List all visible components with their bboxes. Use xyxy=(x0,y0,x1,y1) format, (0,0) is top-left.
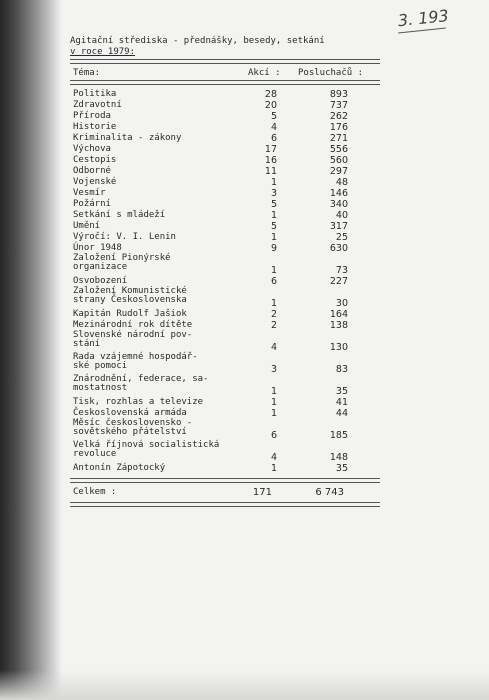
total-rule-top xyxy=(70,478,380,483)
row-akci: 1 xyxy=(270,386,277,397)
row-akci: 6 xyxy=(270,133,277,144)
row-tema: Vojenské xyxy=(73,177,117,187)
table-row xyxy=(70,309,390,320)
row-posluchacu: 317 xyxy=(329,221,348,232)
row-tema-line1: Znárodnění, federace, sa- xyxy=(73,374,209,384)
row-posluchacu: 138 xyxy=(329,320,348,331)
row-tema-line1: Založení Pionýrské xyxy=(73,253,171,263)
row-tema-line2: mostatnost xyxy=(73,383,128,393)
table-row xyxy=(70,155,390,166)
total-posluchacu: 6 743 xyxy=(315,487,344,498)
page-edge-shadow xyxy=(0,0,62,700)
row-posluchacu: 83 xyxy=(335,364,348,375)
row-tema-line1: Slovenské národní pov- xyxy=(73,330,193,340)
row-posluchacu: 271 xyxy=(329,133,348,144)
row-tema-line2: revoluce xyxy=(73,449,117,459)
table-row xyxy=(70,375,390,397)
table-row xyxy=(70,441,390,463)
table-row xyxy=(70,210,390,221)
row-tema: Požární xyxy=(73,199,111,209)
row-posluchacu: 48 xyxy=(335,177,348,188)
row-posluchacu: 130 xyxy=(329,342,348,353)
table-row xyxy=(70,122,390,133)
row-tema xyxy=(73,254,171,272)
row-tema-line2: organizace xyxy=(73,262,128,272)
table-row xyxy=(70,133,390,144)
row-akci: 3 xyxy=(270,364,277,375)
row-akci: 6 xyxy=(270,430,277,441)
row-akci: 5 xyxy=(270,199,277,210)
row-posluchacu: 630 xyxy=(329,243,348,254)
row-akci: 17 xyxy=(264,144,277,155)
row-posluchacu: 35 xyxy=(335,463,348,474)
row-tema xyxy=(73,375,208,393)
table-row xyxy=(70,199,390,210)
row-akci: 5 xyxy=(270,111,277,122)
row-tema: Zdravotní xyxy=(73,100,122,110)
row-akci: 1 xyxy=(270,298,277,309)
total-row xyxy=(70,487,390,501)
row-tema: Vesmír xyxy=(73,188,106,198)
row-akci: 11 xyxy=(264,166,277,177)
document-body xyxy=(70,36,390,511)
row-akci: 9 xyxy=(270,243,277,254)
row-posluchacu: 44 xyxy=(335,408,348,419)
row-tema-line1: Rada vzájemné hospodář- xyxy=(73,352,198,362)
row-tema: Setkání s mládeží xyxy=(73,210,166,220)
row-akci: 16 xyxy=(264,155,277,166)
row-tema: Antonín Zápotocký xyxy=(73,463,166,473)
row-tema: Výročí: V. I. Lenin xyxy=(73,232,176,242)
row-tema-line2: sovětského přátelství xyxy=(73,427,187,437)
row-tema: Kriminalita - zákony xyxy=(73,133,182,143)
row-akci: 1 xyxy=(270,408,277,419)
table-row xyxy=(70,144,390,155)
table-row xyxy=(70,287,390,309)
header-akci: Akcí : xyxy=(248,68,281,78)
row-posluchacu: 164 xyxy=(329,309,348,320)
row-akci: 1 xyxy=(270,210,277,221)
table-row xyxy=(70,177,390,188)
row-posluchacu: 146 xyxy=(329,188,348,199)
row-posluchacu: 893 xyxy=(329,89,348,100)
row-akci: 1 xyxy=(270,265,277,276)
row-akci: 20 xyxy=(264,100,277,111)
header-posluchacu: Posluchačů : xyxy=(298,68,364,78)
row-akci: 4 xyxy=(270,122,277,133)
row-tema: Kapitán Rudolf Jašiok xyxy=(73,309,187,319)
row-tema: Tisk, rozhlas a televize xyxy=(73,397,204,407)
table-row xyxy=(70,221,390,232)
table-row xyxy=(70,397,390,408)
row-posluchacu: 262 xyxy=(329,111,348,122)
table-row xyxy=(70,463,390,474)
row-tema: Historie xyxy=(73,122,117,132)
table-row xyxy=(70,331,390,353)
row-posluchacu: 176 xyxy=(329,122,348,133)
row-akci: 1 xyxy=(270,232,277,243)
row-tema xyxy=(73,441,219,459)
table-row xyxy=(70,166,390,177)
row-akci: 28 xyxy=(264,89,277,100)
row-tema-line2: ské pomoci xyxy=(73,361,128,371)
table-row xyxy=(70,89,390,100)
row-posluchacu: 25 xyxy=(335,232,348,243)
row-akci: 6 xyxy=(270,276,277,287)
row-tema: Příroda xyxy=(73,111,111,121)
row-posluchacu: 35 xyxy=(335,386,348,397)
row-akci: 2 xyxy=(270,309,277,320)
header-rule-bottom xyxy=(70,80,380,85)
row-tema: Mezinárodní rok dítěte xyxy=(73,320,193,330)
table-row xyxy=(70,254,390,276)
handwritten-page-number: 3. 193 xyxy=(396,5,450,31)
row-posluchacu: 227 xyxy=(329,276,348,287)
page-bottom-shadow xyxy=(0,670,489,700)
row-posluchacu: 340 xyxy=(329,199,348,210)
row-posluchacu: 556 xyxy=(329,144,348,155)
document-title: Agitační střediska - přednášky, besedy, setkání xyxy=(70,36,325,46)
document-subtitle: v roce 1979: xyxy=(70,47,136,57)
row-akci: 5 xyxy=(270,221,277,232)
row-tema: Umění xyxy=(73,221,101,231)
row-posluchacu: 73 xyxy=(335,265,348,276)
row-tema xyxy=(73,419,192,437)
table-row xyxy=(70,188,390,199)
row-tema: Únor 1948 xyxy=(73,243,122,253)
row-tema-line1: Velká říjnová socialistická xyxy=(73,440,220,450)
row-akci: 2 xyxy=(270,320,277,331)
table-row xyxy=(70,419,390,441)
row-posluchacu: 40 xyxy=(335,210,348,221)
row-tema-line2: strany Československa xyxy=(73,295,187,305)
row-akci: 1 xyxy=(270,177,277,188)
row-tema xyxy=(73,353,198,371)
row-tema: Politika xyxy=(73,89,117,99)
total-rule-bottom xyxy=(70,502,380,507)
row-akci: 1 xyxy=(270,397,277,408)
row-posluchacu: 148 xyxy=(329,452,348,463)
header-tema: Téma: xyxy=(73,68,101,78)
row-akci: 1 xyxy=(270,463,277,474)
header-rule-double xyxy=(70,59,380,64)
row-posluchacu: 185 xyxy=(329,430,348,441)
table-row xyxy=(70,232,390,243)
row-akci: 4 xyxy=(270,452,277,463)
row-tema: Odborné xyxy=(73,166,111,176)
row-tema: Cestopis xyxy=(73,155,117,165)
row-tema xyxy=(73,331,192,349)
row-tema-line2: stání xyxy=(73,339,101,349)
total-label: Celkem : xyxy=(73,487,117,497)
row-tema-line1: Založení Komunistické xyxy=(73,286,187,296)
row-tema xyxy=(73,287,187,305)
row-posluchacu: 560 xyxy=(329,155,348,166)
row-akci: 4 xyxy=(270,342,277,353)
row-posluchacu: 30 xyxy=(335,298,348,309)
row-posluchacu: 41 xyxy=(335,397,348,408)
row-tema: Osvobození xyxy=(73,276,128,286)
table-row xyxy=(70,100,390,111)
table-row xyxy=(70,111,390,122)
row-tema-line1: Měsíc československo - xyxy=(73,418,193,428)
row-tema: Výchova xyxy=(73,144,111,154)
total-akci: 171 xyxy=(252,487,272,498)
table-body xyxy=(70,89,390,474)
table-header xyxy=(70,68,390,79)
row-posluchacu: 297 xyxy=(329,166,348,177)
table-row xyxy=(70,353,390,375)
row-tema: Československá armáda xyxy=(73,408,187,418)
row-posluchacu: 737 xyxy=(329,100,348,111)
row-akci: 3 xyxy=(270,188,277,199)
